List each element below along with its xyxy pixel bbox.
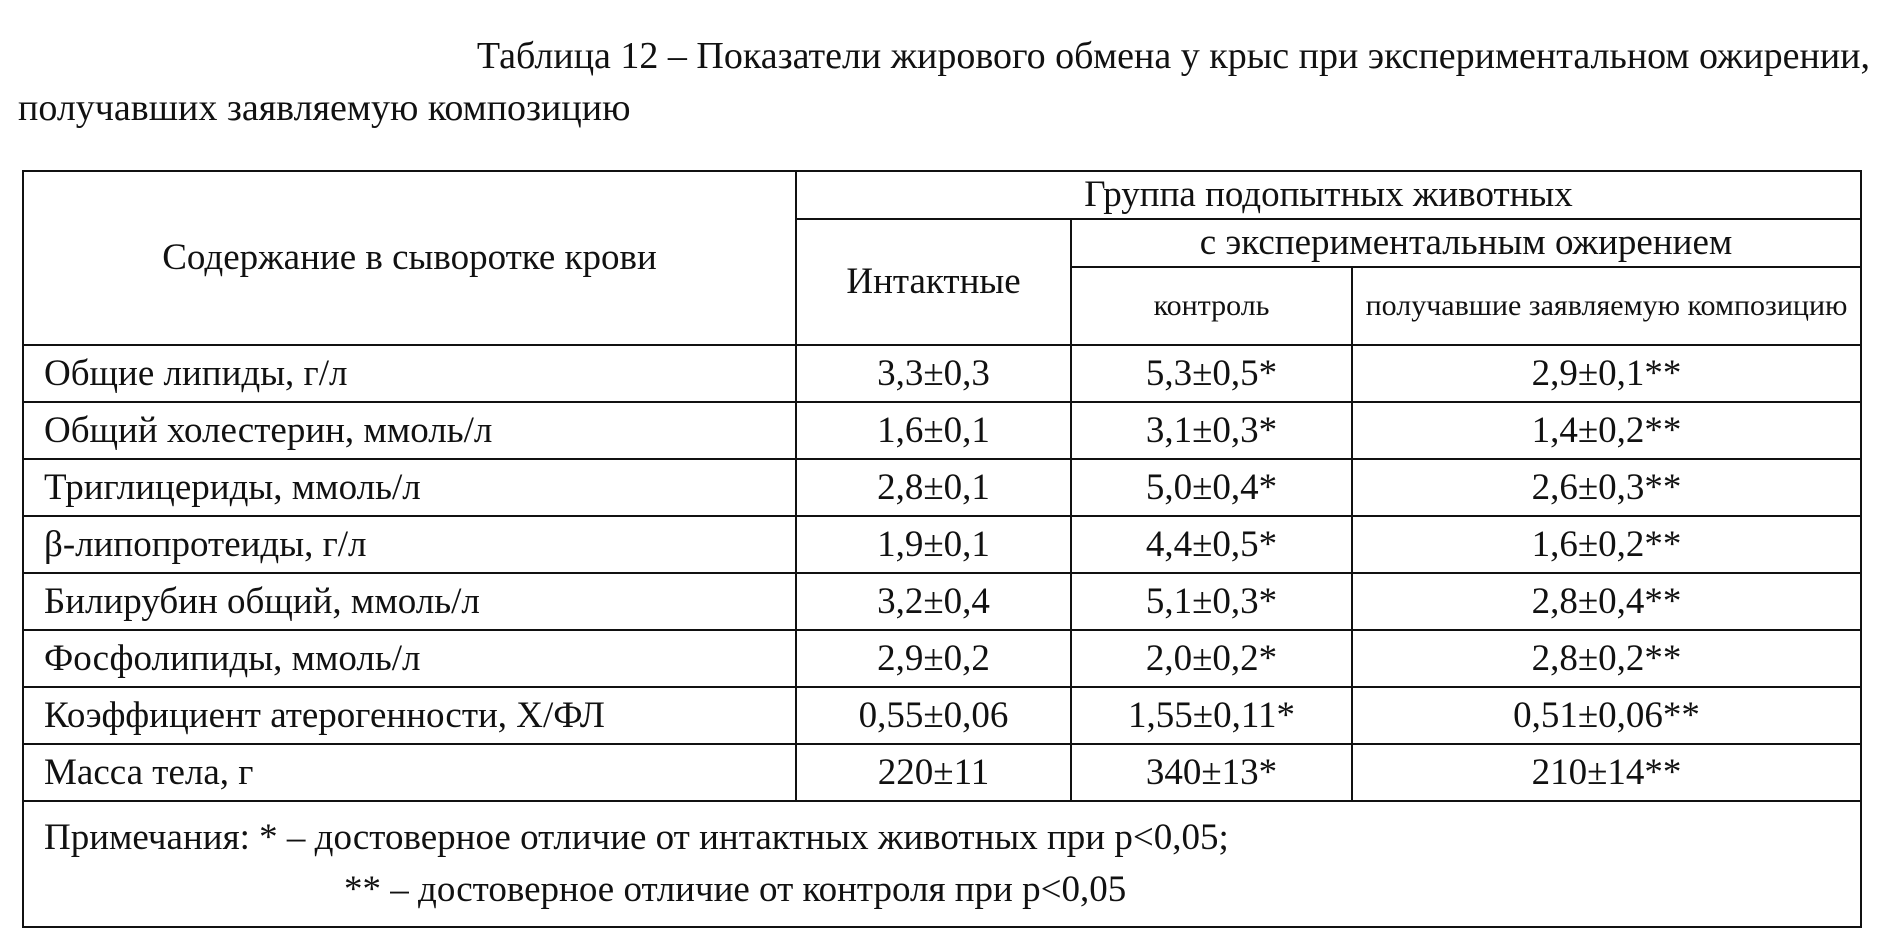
- notes-row: [23, 801, 1861, 927]
- row-intact-value: 2,9±0,2: [796, 630, 1071, 687]
- row-control-value: 5,1±0,3*: [1071, 573, 1352, 630]
- table-row: [23, 573, 1861, 630]
- row-parameter: Билирубин общий, ммоль/л: [23, 573, 796, 630]
- row-parameter: β-липопротеиды, г/л: [23, 516, 796, 573]
- row-intact-value: 3,2±0,4: [796, 573, 1071, 630]
- table-row: [23, 687, 1861, 744]
- table-row: [23, 345, 1861, 402]
- row-parameter: Триглицериды, ммоль/л: [23, 459, 796, 516]
- row-parameter: Общий холестерин, ммоль/л: [23, 402, 796, 459]
- row-treated-value: 2,8±0,4**: [1352, 573, 1861, 630]
- row-parameter: Фосфолипиды, ммоль/л: [23, 630, 796, 687]
- row-intact-value: 220±11: [796, 744, 1071, 801]
- table-row: [23, 744, 1861, 801]
- table-caption: [18, 30, 1870, 134]
- row-parameter: Общие липиды, г/л: [23, 345, 796, 402]
- row-parameter: Масса тела, г: [23, 744, 796, 801]
- note-line-1: Примечания: * – достоверное отличие от интактных животных при р<0,05;: [44, 817, 1229, 858]
- row-control-value: 1,55±0,11*: [1071, 687, 1352, 744]
- row-treated-value: 210±14**: [1352, 744, 1861, 801]
- row-control-value: 340±13*: [1071, 744, 1352, 801]
- row-intact-value: 3,3±0,3: [796, 345, 1071, 402]
- table-row: [23, 630, 1861, 687]
- row-intact-value: 1,6±0,1: [796, 402, 1071, 459]
- table-row: [23, 402, 1861, 459]
- lipid-metabolism-table: [22, 170, 1862, 928]
- row-treated-value: 2,8±0,2**: [1352, 630, 1861, 687]
- header-parameter: Содержание в сыворотке крови: [23, 171, 796, 345]
- caption-line-1: Таблица 12 – Показатели жирового обмена у крыс при экспериментальном ожирении,: [476, 35, 1870, 77]
- row-control-value: 5,0±0,4*: [1071, 459, 1352, 516]
- header-obesity: с экспериментальным ожирением: [1071, 219, 1861, 267]
- header-treated: получавшие заявляемую композицию: [1352, 267, 1861, 345]
- row-parameter: Коэффициент атерогенности, Х/ФЛ: [23, 687, 796, 744]
- row-control-value: 4,4±0,5*: [1071, 516, 1352, 573]
- caption-line-2: получавших заявляемую композицию: [18, 87, 631, 129]
- row-treated-value: 0,51±0,06**: [1352, 687, 1861, 744]
- row-treated-value: 1,4±0,2**: [1352, 402, 1861, 459]
- row-treated-value: 1,6±0,2**: [1352, 516, 1861, 573]
- header-group: Группа подопытных животных: [796, 171, 1861, 219]
- note-line-2: ** – достоверное отличие от контроля при р<0,05: [344, 869, 1127, 910]
- row-treated-value: 2,6±0,3**: [1352, 459, 1861, 516]
- table-row: [23, 459, 1861, 516]
- row-intact-value: 2,8±0,1: [796, 459, 1071, 516]
- row-treated-value: 2,9±0,1**: [1352, 345, 1861, 402]
- row-control-value: 3,1±0,3*: [1071, 402, 1352, 459]
- row-intact-value: 1,9±0,1: [796, 516, 1071, 573]
- table-notes: [23, 801, 1861, 927]
- header-row-1: [23, 171, 1861, 219]
- row-control-value: 2,0±0,2*: [1071, 630, 1352, 687]
- header-control: контроль: [1071, 267, 1352, 345]
- row-control-value: 5,3±0,5*: [1071, 345, 1352, 402]
- row-intact-value: 0,55±0,06: [796, 687, 1071, 744]
- header-intact: Интактные: [796, 219, 1071, 345]
- table-row: [23, 516, 1861, 573]
